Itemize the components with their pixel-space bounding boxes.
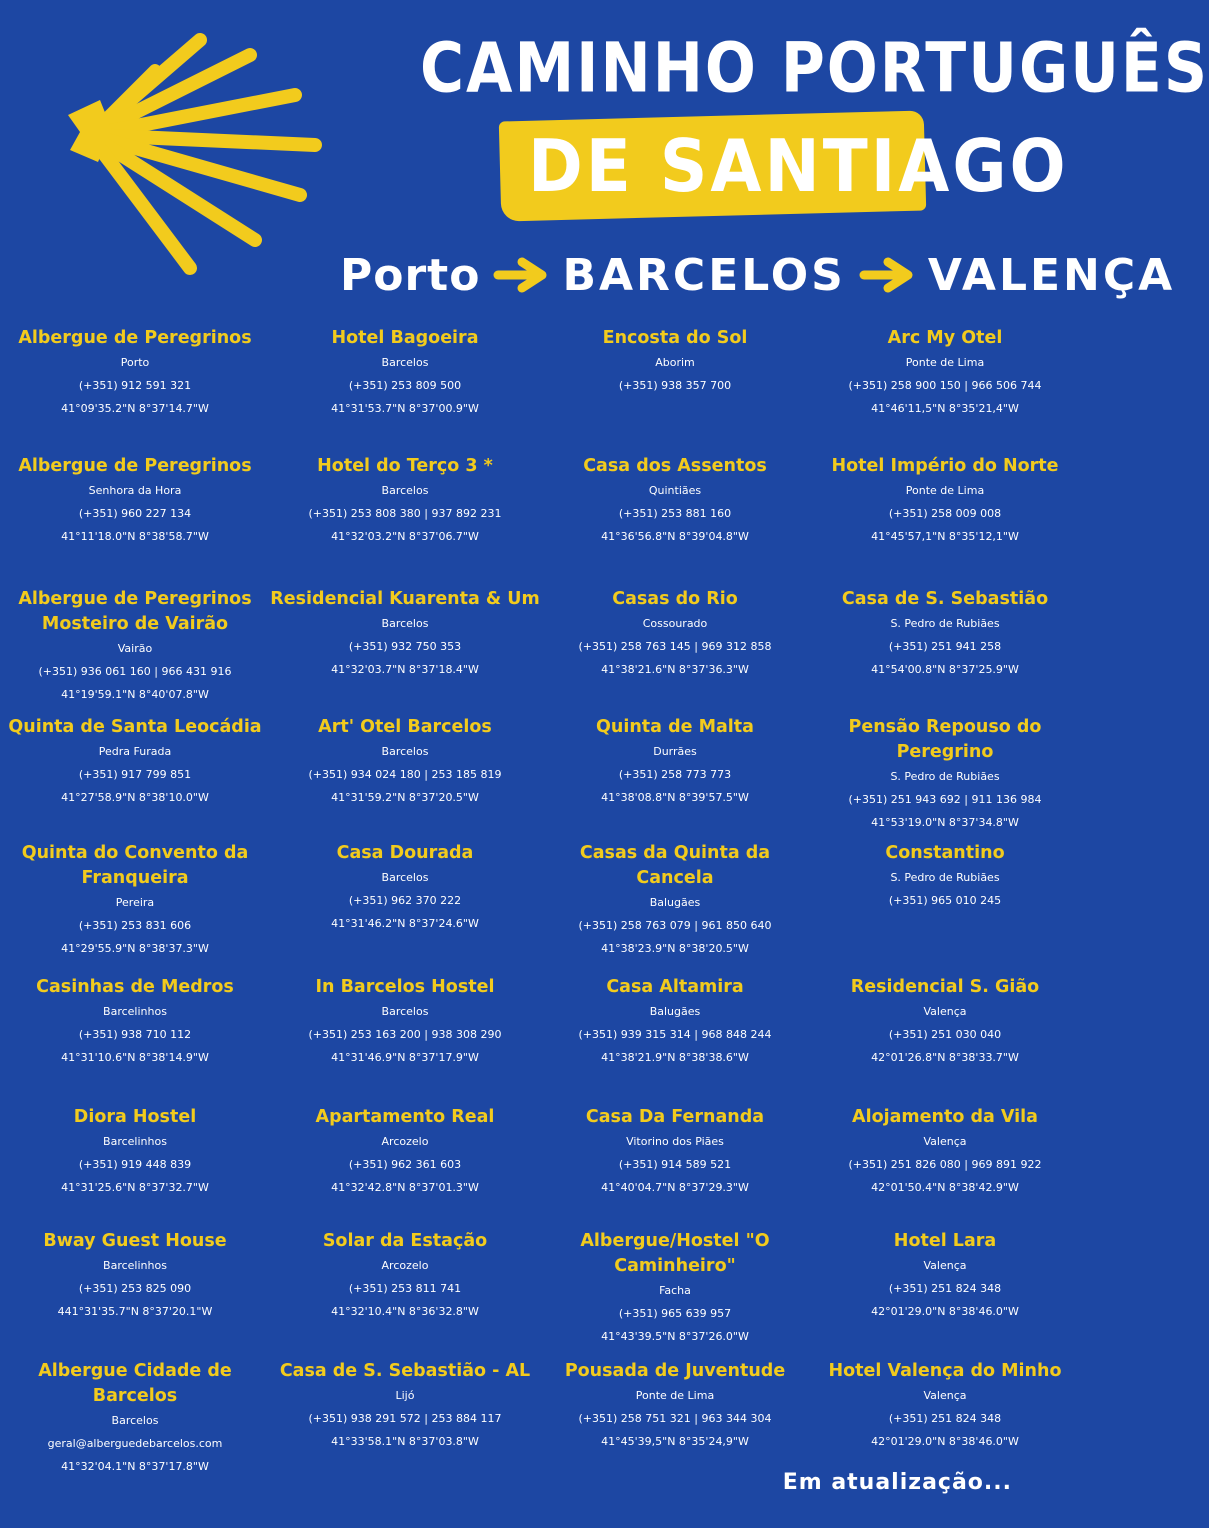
listing-coordinates: 42°01'29.0"N 8°38'46.0"W <box>871 1305 1019 1318</box>
listing-contact: (+351) 938 291 572 | 253 884 117 <box>308 1412 502 1425</box>
listing-coordinates: 41°46'11,5"N 8°35'21,4"W <box>871 402 1019 415</box>
listing-card <box>0 975 270 1105</box>
listing-card <box>540 1359 810 1459</box>
listing-contact: (+351) 251 030 040 <box>888 1028 1002 1041</box>
listing-coordinates: 41°43'39.5"N 8°37'26.0"W <box>601 1330 749 1343</box>
listing-contact: (+351) 914 589 521 <box>618 1158 732 1171</box>
listing-contact: (+351) 917 799 851 <box>78 768 192 781</box>
listing-contact: (+351) 965 010 245 <box>888 894 1002 907</box>
listing-location: Cossourado <box>642 617 708 630</box>
listing-card <box>810 1229 1080 1359</box>
listing-coordinates: 41°45'57,1"N 8°35'12,1"W <box>871 530 1019 543</box>
listing-contact: (+351) 253 809 500 <box>348 379 462 392</box>
listing-location: Arcozelo <box>381 1135 429 1148</box>
listing-coordinates: 41°32'42.8"N 8°37'01.3"W <box>331 1181 479 1194</box>
listing-card <box>540 1105 810 1229</box>
listing-contact: (+351) 962 361 603 <box>348 1158 462 1171</box>
listing-contact: (+351) 251 826 080 | 969 891 922 <box>848 1158 1042 1171</box>
listing-coordinates: 41°31'59.2"N 8°37'20.5"W <box>331 791 479 804</box>
update-status: Em atualização... <box>782 1470 1012 1495</box>
listing-name: Casas da Quinta da Cancela <box>579 843 771 888</box>
listing-location: Balugães <box>649 1005 701 1018</box>
listing-card <box>0 715 270 841</box>
listing-name: Casa Dourada <box>336 843 474 863</box>
listing-card <box>810 715 1080 841</box>
listing-card <box>0 1359 270 1473</box>
title-caminho-portugues: CAMINHO PORTUGUÊS <box>420 28 1209 109</box>
listing-contact: (+351) 919 448 839 <box>78 1158 192 1171</box>
listing-contact: (+351) 258 900 150 | 966 506 744 <box>848 379 1042 392</box>
listing-name: Quinta do Convento da Franqueira <box>21 843 249 888</box>
listing-card <box>270 1229 540 1359</box>
listing-card <box>540 975 810 1105</box>
listing-coordinates: 41°29'55.9"N 8°38'37.3"W <box>61 942 209 955</box>
listing-card <box>540 715 810 841</box>
listing-coordinates: 41°27'58.9"N 8°38'10.0"W <box>61 791 209 804</box>
listing-card <box>270 454 540 587</box>
route-stop-valenca: VALENÇA <box>927 249 1176 301</box>
listing-location: Vitorino dos Piães <box>626 1135 724 1148</box>
listing-name: Apartamento Real <box>315 1107 495 1127</box>
listing-row <box>0 326 1080 454</box>
listing-name: Hotel Valença do Minho <box>828 1361 1062 1381</box>
listing-card <box>270 1359 540 1459</box>
listing-coordinates: 41°09'35.2"N 8°37'14.7"W <box>61 402 209 415</box>
listing-card <box>810 1105 1080 1229</box>
listing-coordinates: 41°31'10.6"N 8°38'14.9"W <box>61 1051 209 1064</box>
listing-row <box>0 841 1080 975</box>
listing-contact: (+351) 258 773 773 <box>618 768 732 781</box>
listing-name: Bway Guest House <box>43 1231 227 1251</box>
listing-card <box>0 1105 270 1229</box>
listing-location: S. Pedro de Rubiães <box>890 871 1000 884</box>
listing-location: Valença <box>923 1259 967 1272</box>
listing-name: Quinta de Malta <box>596 717 754 737</box>
listing-name: Albergue de Peregrinos <box>18 328 252 348</box>
listing-contact: (+351) 934 024 180 | 253 185 819 <box>308 768 502 781</box>
listing-name: Encosta do Sol <box>602 328 748 348</box>
listing-location: Facha <box>659 1284 691 1297</box>
listing-card <box>0 454 270 587</box>
listing-row <box>0 454 1080 587</box>
listing-name: Casa dos Assentos <box>583 456 767 476</box>
listing-contact: (+351) 251 943 692 | 911 136 984 <box>848 793 1042 806</box>
listing-location: S. Pedro de Rubiães <box>890 617 1000 630</box>
listing-card <box>0 841 270 975</box>
route-stop-porto: Porto <box>340 249 481 301</box>
listing-coordinates: 41°38'23.9"N 8°38'20.5"W <box>601 942 749 955</box>
listing-row <box>0 1105 1080 1229</box>
listing-location: Barcelos <box>381 871 429 884</box>
title-de-santiago: DE SANTIAGO <box>528 124 1069 209</box>
listing-coordinates: 42°01'29.0"N 8°38'46.0"W <box>871 1435 1019 1448</box>
listing-contact: geral@alberguedebarcelos.com <box>47 1437 223 1450</box>
listing-contact: (+351) 258 009 008 <box>888 507 1002 520</box>
listing-name: Residencial S. Gião <box>850 977 1040 997</box>
listing-coordinates: 41°31'46.9"N 8°37'17.9"W <box>331 1051 479 1064</box>
route-line <box>340 240 1176 310</box>
listing-coordinates: 41°31'25.6"N 8°37'32.7"W <box>61 1181 209 1194</box>
listing-row <box>0 1229 1080 1359</box>
listing-name: Art' Otel Barcelos <box>318 717 492 737</box>
arrow-right-icon <box>862 258 912 292</box>
listing-coordinates: 41°32'03.7"N 8°37'18.4"W <box>331 663 479 676</box>
listing-location: Pereira <box>115 896 155 909</box>
listing-location: Ponte de Lima <box>905 356 985 369</box>
listing-coordinates: 41°38'21.6"N 8°37'36.3"W <box>601 663 749 676</box>
listing-coordinates: 41°40'04.7"N 8°37'29.3"W <box>601 1181 749 1194</box>
listing-location: Balugães <box>649 896 701 909</box>
listing-name: Casas do Rio <box>612 589 738 609</box>
listing-location: Ponte de Lima <box>635 1389 715 1402</box>
route-stop-barcelos: BARCELOS <box>562 249 846 301</box>
listing-location: Barcelos <box>381 356 429 369</box>
listing-coordinates: 41°54'00.8"N 8°37'25.9"W <box>871 663 1019 676</box>
listing-name: Hotel Império do Norte <box>831 456 1059 476</box>
listing-contact: (+351) 962 370 222 <box>348 894 462 907</box>
listing-card <box>540 841 810 975</box>
listing-name: Albergue de Peregrinos <box>18 456 252 476</box>
listing-location: Valença <box>923 1005 967 1018</box>
listing-coordinates: 42°01'50.4"N 8°38'42.9"W <box>871 1181 1019 1194</box>
listing-location: Barcelos <box>381 745 429 758</box>
listing-coordinates: 41°36'56.8"N 8°39'04.8"W <box>601 530 749 543</box>
listing-name: Hotel do Terço 3 * <box>317 456 493 476</box>
listing-card <box>270 1105 540 1229</box>
listing-card <box>270 841 540 975</box>
listing-name: Pousada de Juventude <box>564 1361 786 1381</box>
listing-card <box>0 587 270 715</box>
arrow-right-icon <box>496 258 546 292</box>
listing-contact: (+351) 936 061 160 | 966 431 916 <box>38 665 232 678</box>
listing-name: Albergue/Hostel "O Caminheiro" <box>580 1231 770 1276</box>
listing-location: Barcelinhos <box>103 1005 167 1018</box>
listing-name: Casinhas de Medros <box>36 977 234 997</box>
listing-location: Barcelos <box>381 1005 429 1018</box>
listing-location: Senhora da Hora <box>88 484 182 497</box>
listing-coordinates: 41°45'39,5"N 8°35'24,9"W <box>601 1435 749 1448</box>
listing-location: S. Pedro de Rubiães <box>890 770 1000 783</box>
listing-name: Alojamento da Vila <box>852 1107 1038 1127</box>
listing-row <box>0 587 1080 715</box>
listing-card <box>540 587 810 715</box>
listing-coordinates: 41°32'10.4"N 8°36'32.8"W <box>331 1305 479 1318</box>
listing-location: Barcelinhos <box>103 1259 167 1272</box>
listing-location: Barcelos <box>381 484 429 497</box>
listing-card <box>270 715 540 841</box>
listing-card <box>540 1229 810 1359</box>
poster-header <box>0 0 1209 320</box>
listing-card <box>540 454 810 587</box>
listing-location: Aborim <box>655 356 695 369</box>
listing-card <box>270 975 540 1105</box>
listing-contact: (+351) 938 357 700 <box>618 379 732 392</box>
listing-contact: (+351) 253 825 090 <box>78 1282 192 1295</box>
listing-coordinates: 41°38'21.9"N 8°38'38.6"W <box>601 1051 749 1064</box>
listing-coordinates: 41°11'18.0"N 8°38'58.7"W <box>61 530 209 543</box>
listing-card <box>0 1229 270 1359</box>
listing-location: Arcozelo <box>381 1259 429 1272</box>
listing-name: Residencial Kuarenta & Um <box>270 589 540 609</box>
listing-contact: (+351) 939 315 314 | 968 848 244 <box>578 1028 772 1041</box>
listing-coordinates: 41°31'53.7"N 8°37'00.9"W <box>331 402 479 415</box>
listing-coordinates: 41°38'08.8"N 8°39'57.5"W <box>601 791 749 804</box>
listing-contact: (+351) 960 227 134 <box>78 507 192 520</box>
listing-location: Valença <box>923 1389 967 1402</box>
listing-coordinates: 41°19'59.1"N 8°40'07.8"W <box>61 688 209 701</box>
listing-row <box>0 1359 1080 1473</box>
listing-contact: (+351) 251 824 348 <box>888 1412 1002 1425</box>
listing-contact: (+351) 258 751 321 | 963 344 304 <box>578 1412 772 1425</box>
listing-name: Arc My Otel <box>887 328 1003 348</box>
listing-contact: (+351) 253 163 200 | 938 308 290 <box>308 1028 502 1041</box>
listing-card <box>270 587 540 715</box>
listing-contact: (+351) 965 639 957 <box>618 1307 732 1320</box>
listing-name: Quinta de Santa Leocádia <box>8 717 262 737</box>
listing-location: Barcelinhos <box>103 1135 167 1148</box>
listing-card <box>540 326 810 454</box>
listing-location: Barcelos <box>111 1414 159 1427</box>
listing-row <box>0 715 1080 841</box>
listing-coordinates: 41°32'04.1"N 8°37'17.8"W <box>61 1460 209 1473</box>
listing-name: In Barcelos Hostel <box>315 977 495 997</box>
listing-name: Albergue Cidade de Barcelos <box>38 1361 232 1406</box>
listing-name: Solar da Estação <box>322 1231 488 1251</box>
listing-coordinates: 41°32'03.2"N 8°37'06.7"W <box>331 530 479 543</box>
listing-contact: (+351) 932 750 353 <box>348 640 462 653</box>
listing-name: Hotel Lara <box>893 1231 997 1251</box>
listing-coordinates: 41°53'19.0"N 8°37'34.8"W <box>871 816 1019 829</box>
listing-card <box>810 587 1080 715</box>
listing-card <box>810 975 1080 1105</box>
listing-contact: (+351) 258 763 079 | 961 850 640 <box>578 919 772 932</box>
listing-name: Casa Da Fernanda <box>585 1107 765 1127</box>
listing-contact: (+351) 251 824 348 <box>888 1282 1002 1295</box>
listing-contact: (+351) 253 831 606 <box>78 919 192 932</box>
listing-contact: (+351) 253 811 741 <box>348 1282 462 1295</box>
listing-name: Diora Hostel <box>73 1107 197 1127</box>
listing-card <box>810 841 1080 975</box>
listing-name: Casa de S. Sebastião <box>841 589 1049 609</box>
listing-location: Barcelos <box>381 617 429 630</box>
listing-contact: (+351) 253 881 160 <box>618 507 732 520</box>
listing-contact: (+351) 251 941 258 <box>888 640 1002 653</box>
listing-coordinates: 41°33'58.1"N 8°37'03.8"W <box>331 1435 479 1448</box>
listing-coordinates: 441°31'35.7"N 8°37'20.1"W <box>57 1305 213 1318</box>
listing-location: Valença <box>923 1135 967 1148</box>
listing-location: Quintiães <box>648 484 702 497</box>
listing-contact: (+351) 253 808 380 | 937 892 231 <box>308 507 502 520</box>
listing-name: Albergue de Peregrinos Mosteiro de Vairão <box>18 589 252 634</box>
listing-name: Pensão Repouso do Peregrino <box>848 717 1042 762</box>
accommodation-grid <box>0 326 1080 1473</box>
listing-name: Casa de S. Sebastião - AL <box>279 1361 531 1381</box>
listing-card <box>810 326 1080 454</box>
listing-row <box>0 975 1080 1105</box>
listing-name: Casa Altamira <box>606 977 744 997</box>
scallop-shell-icon <box>50 30 330 280</box>
listing-location: Pedra Furada <box>98 745 172 758</box>
listing-location: Durrães <box>653 745 697 758</box>
listing-location: Vairão <box>117 642 153 655</box>
listing-name: Hotel Bagoeira <box>331 328 479 348</box>
listing-contact: (+351) 912 591 321 <box>78 379 192 392</box>
listing-contact: (+351) 258 763 145 | 969 312 858 <box>578 640 772 653</box>
listing-location: Ponte de Lima <box>905 484 985 497</box>
listing-location: Lijó <box>395 1389 415 1402</box>
listing-card <box>810 454 1080 587</box>
listing-coordinates: 42°01'26.8"N 8°38'33.7"W <box>871 1051 1019 1064</box>
listing-coordinates: 41°31'46.2"N 8°37'24.6"W <box>331 917 479 930</box>
listing-card <box>0 326 270 454</box>
listing-card <box>270 326 540 454</box>
listing-contact: (+351) 938 710 112 <box>78 1028 192 1041</box>
listing-name: Constantino <box>885 843 1005 863</box>
listing-card <box>810 1359 1080 1459</box>
listing-location: Porto <box>120 356 150 369</box>
